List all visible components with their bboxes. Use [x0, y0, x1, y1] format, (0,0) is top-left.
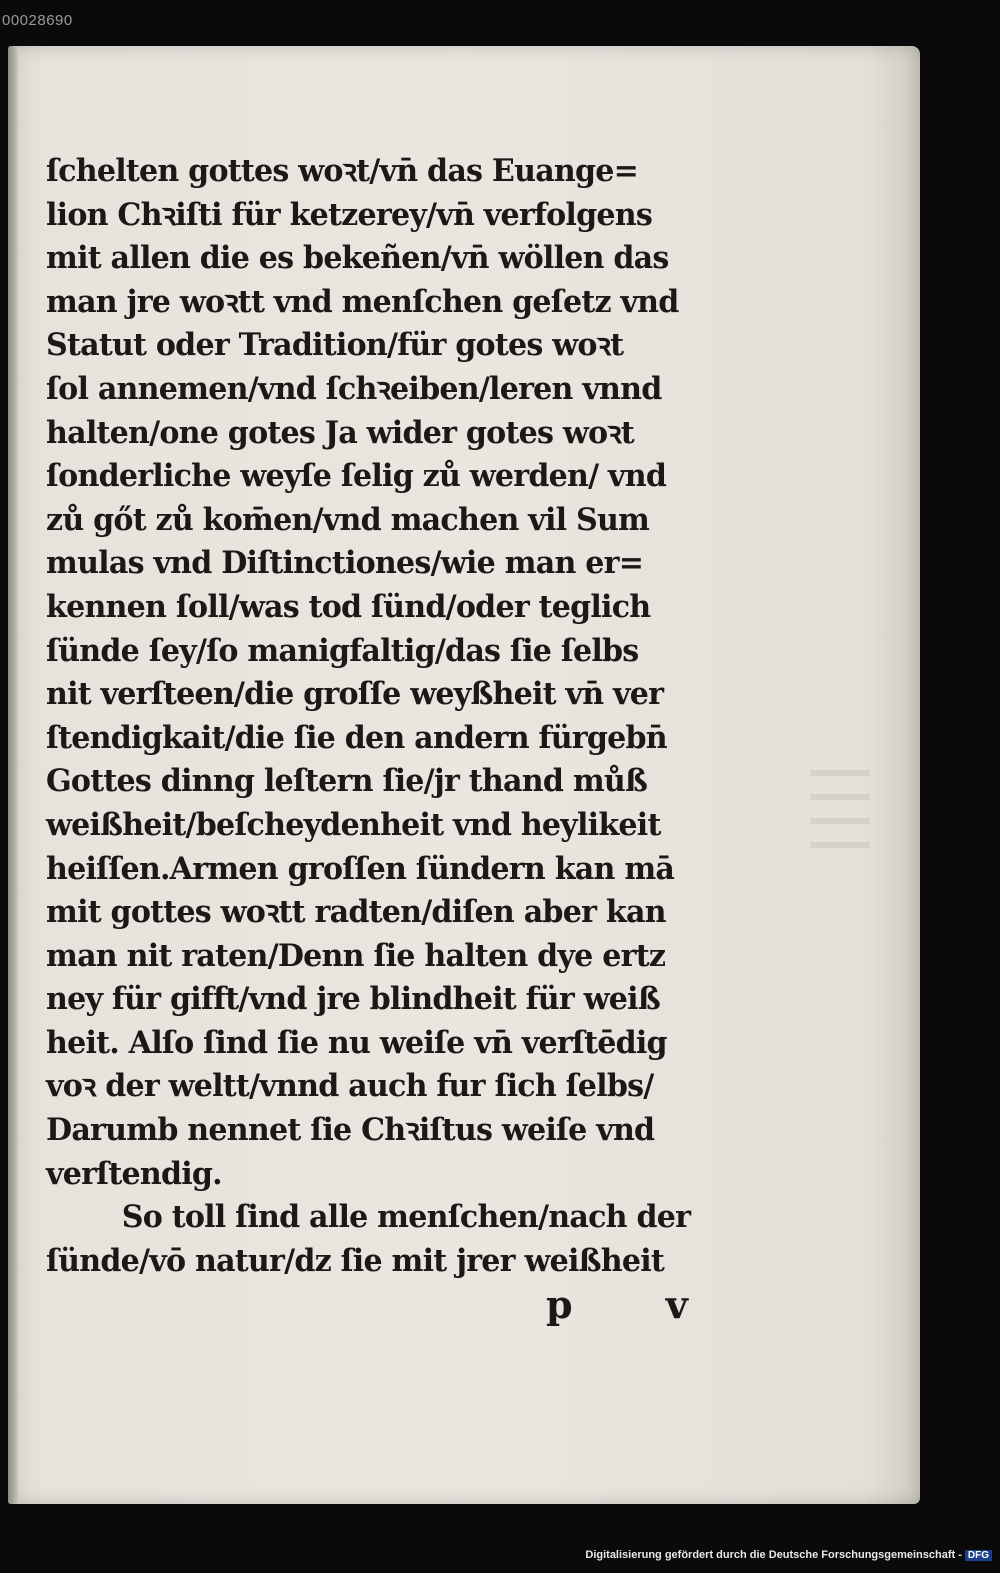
text-line: ſonderliche weyſe ſelig zů werden/ vnd — [46, 458, 667, 495]
text-line: man jre woꝛtt vnd menſchen geſetz vnd — [46, 283, 679, 320]
text-line: ſünde ſey/ſo manigfaltig/das ſie ſelbs — [46, 632, 639, 669]
text-line: Statut oder Tradition/für gotes woꝛt — [46, 327, 624, 364]
text-line: ney für gifft/vnd jre blindheit für weiß — [46, 981, 660, 1018]
show-through-marks — [810, 770, 870, 865]
text-line: verſtendig. — [46, 1155, 222, 1192]
text-line: man nit raten/Denn ſie halten dye ertz — [46, 937, 666, 974]
page-binding-edge — [8, 46, 18, 1504]
text-line: ſol annemen/vnd ſchꝛeiben/leren vnnd — [46, 370, 662, 407]
text-line: heiſſen.Armen groſſen ſündern kan mā — [46, 850, 675, 887]
text-line: ſtendigkait/die ſie den andern fürgebn̄ — [46, 719, 667, 756]
text-line: mit gottes woꝛtt radten/diſen aber kan — [46, 894, 666, 931]
text-line: voꝛ der weltt/vnnd auch fur ſich ſelbs/ — [46, 1068, 654, 1105]
text-line: Darumb nennet ſie Chꝛiſtus weiſe vnd — [46, 1112, 655, 1149]
text-line: halten/one gotes Ja wider gotes woꝛt — [46, 414, 634, 451]
text-line: zů gőt zů kom̄en/vnd machen vil Sum — [46, 501, 650, 538]
text-line: ſünde/vō natur/dz ſie mit jrer weißheit — [46, 1242, 664, 1279]
text-line: lion Chꝛiſti für ketzerey/vn̄ verfolgens — [46, 196, 653, 233]
text-line: nit verſteen/die groſſe weyßheit vn̄ ver — [46, 676, 664, 713]
paragraph-start-line: So toll ſind alle menſchen/nach der — [121, 1199, 691, 1236]
text-line: mit allen die es bekeñen/vn̄ wöllen das — [46, 240, 669, 277]
page-text-block — [46, 150, 746, 1283]
text-line: Gottes dinng leſtern ſie/jr thand můß — [46, 763, 648, 800]
dfg-logo: DFG — [965, 1550, 992, 1561]
text-line: heit. Alſo ſind ſie nu weiſe vn̄ verſtēdig — [46, 1024, 667, 1061]
text-line: mulas vnd Diſtinctiones/wie man er= — [46, 545, 644, 582]
text-line: weißheit/beſcheydenheit vnd heylikeit — [46, 806, 661, 843]
signature-mark: p v — [546, 1282, 728, 1327]
funding-footer — [585, 1549, 992, 1561]
scan-id-label: 00028690 — [2, 12, 73, 29]
text-line: ſchelten gottes woꝛt/vn̄ das Euange= — [46, 153, 639, 189]
text-line: kennen ſoll/was tod ſünd/oder teglich — [46, 588, 651, 625]
funding-text: Digitalisierung gefördert durch die Deutsche Forschungsgemeinschaft - — [585, 1549, 962, 1561]
